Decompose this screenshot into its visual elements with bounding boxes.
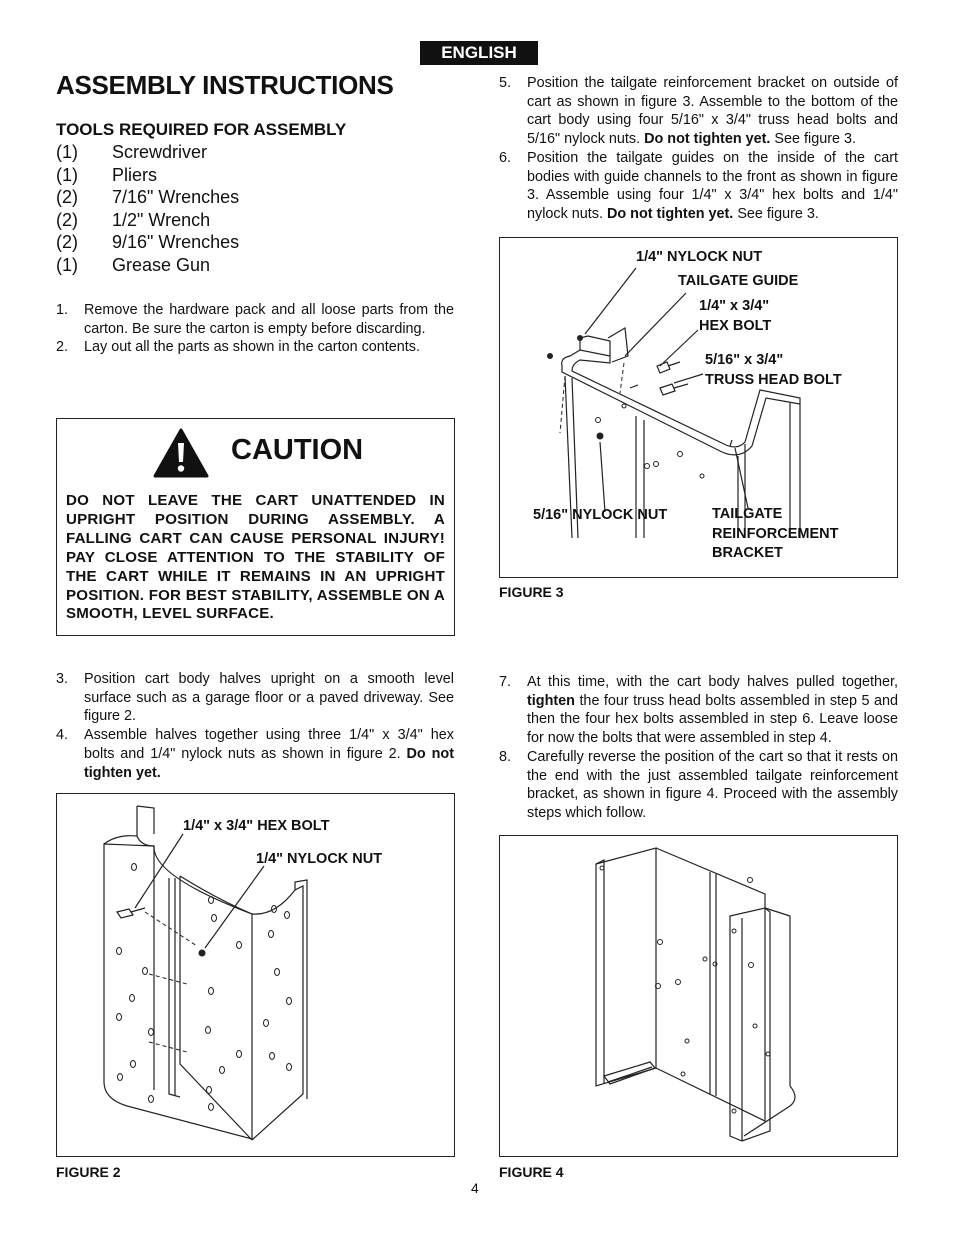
tools-list [56, 141, 239, 277]
step-text: Carefully reverse the position of the cart so that it rests on the end with the just assembled tailgate reinforcement bracket, as shown in figure 4. Proceed with the assembly steps which follow. [527, 748, 898, 821]
tool-qty: (1) [56, 164, 78, 185]
tool-item [56, 141, 239, 164]
tool-name: 1/2" Wrench [112, 209, 211, 230]
label-line: TRUSS HEAD BOLT [705, 371, 842, 388]
figure-4-caption: FIGURE 4 [499, 1164, 564, 1180]
step-text: Remove the hardware pack and all loose parts from the carton. Be sure the carton is empty before discarding. [84, 302, 454, 337]
fig3-bracket-label [712, 505, 838, 564]
step-text-part: Assemble halves together using three 1/4" x 3/4" hex bolts and 1/4" nylock nuts as shown in figure 2. [84, 727, 454, 762]
step-8 [499, 748, 898, 823]
tool-name: 7/16" Wrenches [112, 187, 240, 208]
label-line: REINFORCEMENT [712, 525, 839, 542]
fig3-hex-bolt-label [699, 297, 771, 336]
step-text-part: See figure 3. [774, 131, 857, 148]
tool-item [56, 186, 239, 209]
step-text-part: the four truss head bolts assembled in step 5 and then the four hex bolts assembled in step 6. Leave loose for now the bolts that were assembled in step 4. [527, 692, 899, 747]
step-text-part: Position the tailgate guides on the inside of the cart bodies with guide channels to the front as shown in figure 3. Assemble using four 1/4" x 3/4" hex bolts and 1/4" nylock nuts. [527, 149, 898, 222]
step-number: 1. [56, 302, 69, 318]
label-line: HEX BOLT [699, 317, 772, 334]
step-text [84, 726, 454, 782]
figure-2-drawing [57, 794, 454, 1156]
tool-item [56, 231, 239, 254]
step-1 [56, 301, 454, 338]
tools-heading: TOOLS REQUIRED FOR ASSEMBLY [56, 120, 347, 139]
tool-item [56, 209, 239, 232]
fig3-quarter-nylock-label: 1/4" NYLOCK NUT [636, 249, 763, 265]
page-number: 4 [471, 1180, 479, 1196]
label-line: TAILGATE [712, 506, 783, 522]
fig3-truss-bolt-label [705, 351, 842, 390]
step-warning: Do not tighten yet. [607, 205, 734, 222]
tool-qty: (2) [56, 209, 78, 230]
step-text-part: At this time, with the cart body halves pulled together, [527, 674, 898, 690]
caution-text: DO NOT LEAVE THE CART UNATTENDED IN UPRIGHT POSITION DURING ASSEMBLY. A FALLING CART CAN CAUSE PERSONAL INJURY! PAY CLOSE ATTENTION TO THE STABILITY OF THE CART WHILE IT REMAINS IN AN UPRIGHT POSITION. FOR BEST STABILITY, ASSEMBLE ON A SMOOTH, LEVEL SURFACE. [66, 492, 445, 623]
figure-4-drawing [500, 836, 897, 1156]
step-number: 3. [56, 671, 69, 687]
figure-2-caption: FIGURE 2 [56, 1164, 121, 1180]
tool-item [56, 254, 239, 277]
page-title: ASSEMBLY INSTRUCTIONS [56, 70, 394, 100]
step-text [527, 74, 898, 149]
tool-item [56, 164, 239, 187]
step-text: Position cart body halves upright on a smooth level surface such as a garage floor or a paved driveway. See figure 2. [84, 671, 454, 725]
tool-qty: (1) [56, 254, 78, 275]
step-emphasis: tighten [527, 692, 575, 709]
fig2-nylock-nut-label: 1/4" NYLOCK NUT [256, 851, 383, 867]
steps-5-6 [499, 74, 898, 224]
fig2-hex-bolt-label: 1/4" x 3/4" HEX BOLT [183, 818, 330, 834]
figure-3-caption: FIGURE 3 [499, 584, 564, 600]
step-7 [499, 673, 898, 748]
fig3-516-nylock-label: 5/16" NYLOCK NUT [533, 507, 668, 523]
tool-name: Pliers [112, 164, 158, 185]
step-number: 4. [56, 727, 69, 744]
step-text-part: Position the tailgate reinforcement bracket on outside of cart as shown in figure 3. Assemble to the bottom of the cart body using four 5/16" x 3/4" truss head bolts and 5/16" nylock nuts. [527, 75, 898, 148]
tool-name: Grease Gun [112, 254, 211, 275]
step-warning: Do not tighten yet. [644, 131, 771, 148]
step-2 [56, 338, 454, 357]
warning-triangle-icon [153, 428, 209, 478]
step-3 [56, 670, 454, 726]
step-text [527, 673, 898, 748]
step-text: Lay out all the parts as shown in the carton contents. [84, 339, 420, 356]
step-number: 5. [499, 75, 512, 91]
steps-7-8 [499, 673, 898, 823]
tool-qty: (2) [56, 187, 78, 208]
language-tab: ENGLISH [420, 41, 538, 65]
step-5 [499, 74, 898, 149]
tool-name: Screwdriver [112, 142, 208, 162]
step-4 [56, 726, 454, 782]
step-warning: Do not tighten yet. [84, 745, 454, 781]
step-number: 8. [499, 748, 512, 765]
label-line: BRACKET [712, 545, 783, 561]
label-line: 1/4" x 3/4" [699, 298, 770, 314]
tool-qty: (2) [56, 232, 78, 253]
caution-title: CAUTION [231, 434, 364, 466]
tool-qty: (1) [56, 142, 78, 162]
tool-name: 9/16" Wrenches [112, 232, 240, 253]
step-6 [499, 149, 898, 224]
step-number: 2. [56, 339, 69, 356]
step-text-part: See figure 3. [737, 205, 819, 222]
steps-3-4 [56, 670, 454, 782]
steps-1-2 [56, 301, 454, 357]
step-text [527, 149, 898, 224]
label-line: 5/16" x 3/4" [705, 352, 784, 368]
fig3-tailgate-guide-label: TAILGATE GUIDE [678, 273, 799, 289]
step-number: 7. [499, 674, 512, 690]
step-number: 6. [499, 149, 512, 166]
